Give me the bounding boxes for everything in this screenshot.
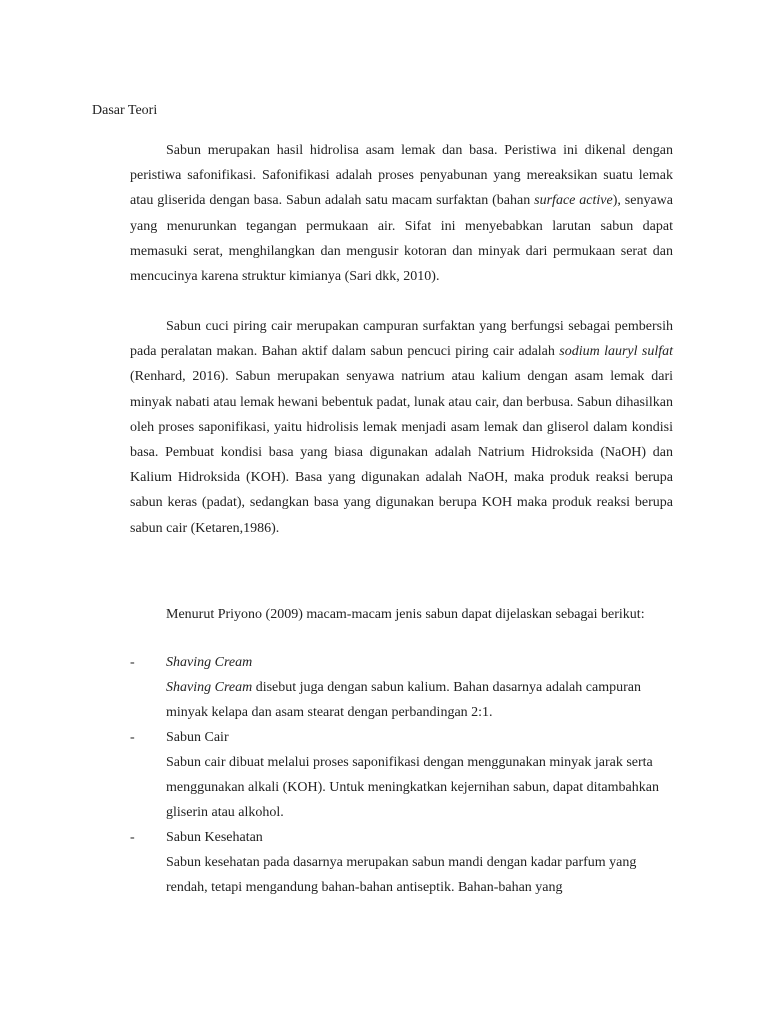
list-item-title: Sabun Cair: [166, 730, 229, 745]
paragraph-italic-term: surface active: [534, 193, 613, 209]
list-item-body: [166, 825, 673, 900]
list-item-text-rest: disebut juga dengan sabun kalium. Bahan dasarnya adalah campuran minyak kelapa dan asam stearat dengan perbandingan 2:1.: [166, 680, 641, 720]
paragraph-soap-types-intro: Menurut Priyono (2009) macam-macam jenis sabun dapat dijelaskan sebagai berikut:: [166, 607, 645, 622]
list-item-body: [166, 725, 673, 825]
paragraph-text: ), senyawa yang menurunkan tegangan permukaan air. Sifat ini menyebabkan larutan sabun dapat memasuki serat, menghilangkan dan mengusir kotoran dan minyak dari permukaan serat dan mencucinya karena struktur kimianya (Sari dkk, 2010).: [130, 193, 673, 285]
list-item-italic-term: Shaving Cream: [166, 680, 253, 695]
section-heading: Dasar Teori: [92, 103, 158, 118]
list-item-text: Sabun kesehatan pada dasarnya merupakan sabun mandi dengan kadar parfum yang rendah, tetapi mengandung bahan-bahan antiseptik. Bahan-bahan yang: [166, 855, 637, 895]
soap-types-list: [130, 650, 673, 900]
list-bullet: -: [130, 655, 135, 670]
paragraph-text: (Renhard, 2016). Sabun merupakan senyawa natrium atau kalium dengan asam lemak dari minyak nabati atau lemak hewani bebentuk padat, lunak atau cair, dan berbusa. Sabun dihasilkan oleh proses saponifikasi, yaitu hidrolisis lemak menjadi asam lemak dan gliserol dalam kondisi basa. Pembuat kondisi basa yang biasa digunakan adalah Natrium Hidroksida (NaOH) dan Kalium Hidroksida (KOH). Basa yang digunakan adalah NaOH, maka produk reaksi berupa sabun keras (padat), sedangkan basa yang digunakan berupa KOH maka produk reaksi berupa sabun cair (Ketaren,1986).: [130, 369, 673, 536]
paragraph-text: Sabun merupakan hasil hidrolisa asam lemak dan basa. Peristiwa ini dikenal dengan peristiwa safonifikasi. Safonifikasi adalah proses penyabunan yang mereaksikan suatu lemak atau gliserida dengan basa. Sabun adalah satu macam surfaktan (bahan: [130, 143, 673, 209]
list-item-title: Sabun Kesehatan: [166, 830, 263, 845]
list-bullet: -: [130, 830, 135, 845]
paragraph-soap-definition: [130, 138, 673, 289]
list-item-text: [166, 675, 666, 725]
list-item-title: Shaving Cream: [166, 655, 253, 670]
list-bullet: -: [130, 730, 135, 745]
list-item-text: Sabun cair dibuat melalui proses saponifikasi dengan menggunakan minyak jarak serta menggunakan alkali (KOH). Untuk meningkatkan kejernihan sabun, dapat ditambahkan gliserin atau alkohol.: [166, 755, 659, 820]
list-item: [130, 725, 673, 825]
paragraph-dish-soap: [130, 314, 673, 541]
list-item: [130, 650, 673, 725]
list-item-body: [166, 650, 673, 725]
paragraph-text: Sabun cuci piring cair merupakan campuran surfaktan yang berfungsi sebagai pembersih pada peralatan makan. Bahan aktif dalam sabun pencuci piring cair adalah: [130, 319, 673, 360]
paragraph-italic-term: sodium lauryl sulfat: [559, 344, 673, 360]
list-item: [130, 825, 673, 900]
